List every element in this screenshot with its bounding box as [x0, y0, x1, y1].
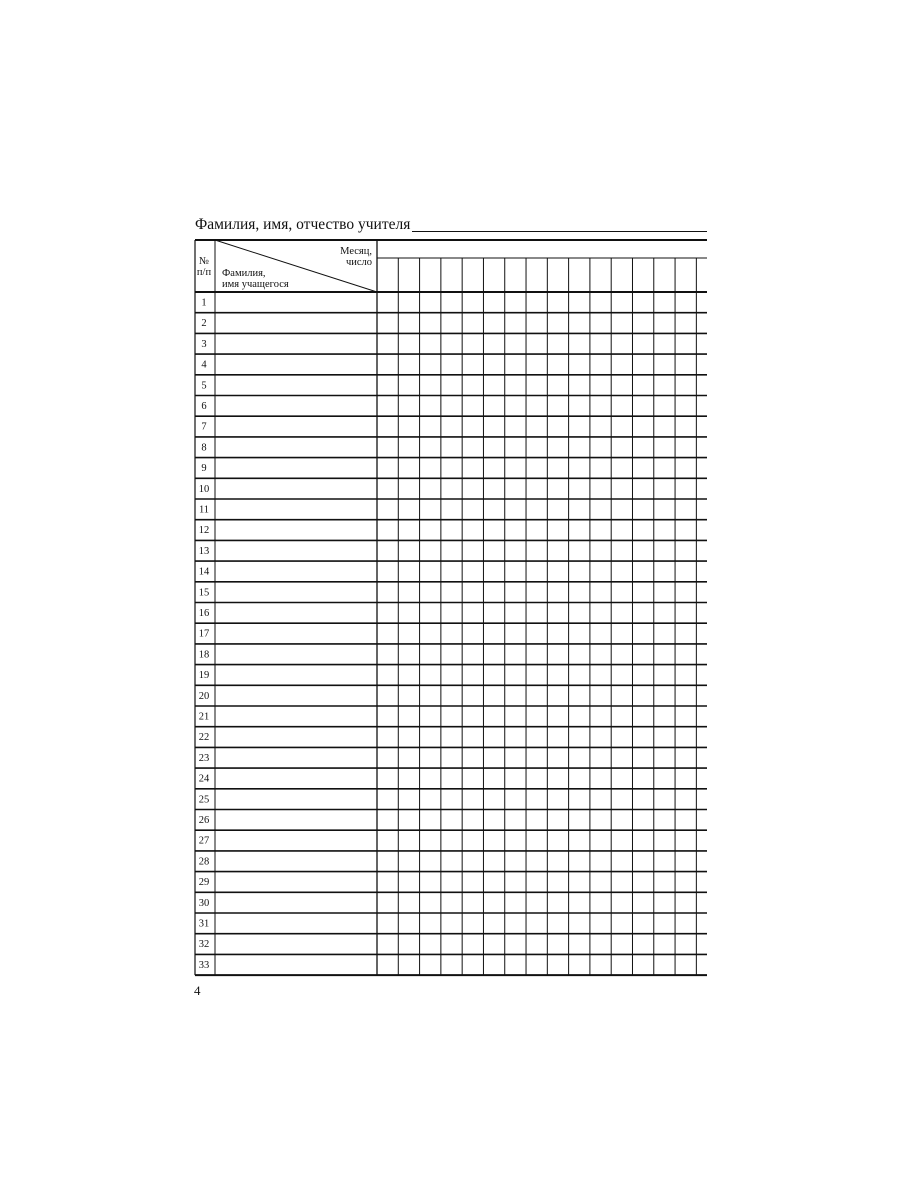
row-number-label: 4 — [201, 359, 207, 371]
number-header-label: п/п — [196, 267, 212, 278]
row-number-label: 10 — [198, 483, 210, 495]
row-number-label: 31 — [198, 918, 210, 930]
row-number-label: 17 — [198, 628, 210, 640]
page-number: 4 — [194, 983, 201, 998]
row-number-label: 23 — [198, 752, 210, 764]
row-number-label: 1 — [201, 297, 207, 309]
row-number-label: 29 — [198, 877, 210, 889]
number-header-label: № — [198, 256, 210, 267]
row-number-label: 11 — [198, 504, 210, 516]
row-number-label: 30 — [198, 897, 210, 909]
row-number-label: 24 — [198, 773, 210, 785]
row-number-label: 3 — [201, 338, 207, 350]
row-number-label: 27 — [198, 835, 210, 847]
row-number-label: 9 — [201, 463, 207, 475]
student-header-label: имя учащегося — [222, 279, 289, 290]
row-number-label: 22 — [198, 732, 210, 744]
row-number-label: 25 — [198, 794, 210, 806]
date-header-label: число — [345, 257, 372, 268]
row-number-label: 20 — [198, 690, 210, 702]
row-number-label: 21 — [198, 711, 210, 723]
student-header-label: Фамилия, — [222, 268, 266, 279]
row-number-label: 12 — [198, 525, 210, 537]
row-number-label: 5 — [201, 380, 207, 392]
date-header-label: Месяц, — [340, 246, 372, 257]
row-number-label: 8 — [201, 442, 207, 454]
row-number-label: 14 — [198, 566, 210, 578]
row-number-label: 6 — [201, 401, 207, 412]
row-number-label: 16 — [198, 608, 210, 619]
row-number-label: 13 — [198, 545, 210, 557]
row-number-label: 19 — [198, 670, 210, 682]
row-number-label: 18 — [198, 649, 210, 661]
row-number-label: 33 — [198, 959, 210, 971]
row-number-label: 32 — [198, 939, 210, 951]
row-number-label: 28 — [198, 856, 210, 868]
row-number-label: 2 — [201, 318, 207, 330]
row-number-label: 15 — [198, 587, 210, 599]
row-number-label: 26 — [198, 815, 210, 826]
teacher-name-label: Фамилия, имя, отчество учителя — [195, 216, 411, 233]
row-number-label: 7 — [201, 421, 207, 433]
